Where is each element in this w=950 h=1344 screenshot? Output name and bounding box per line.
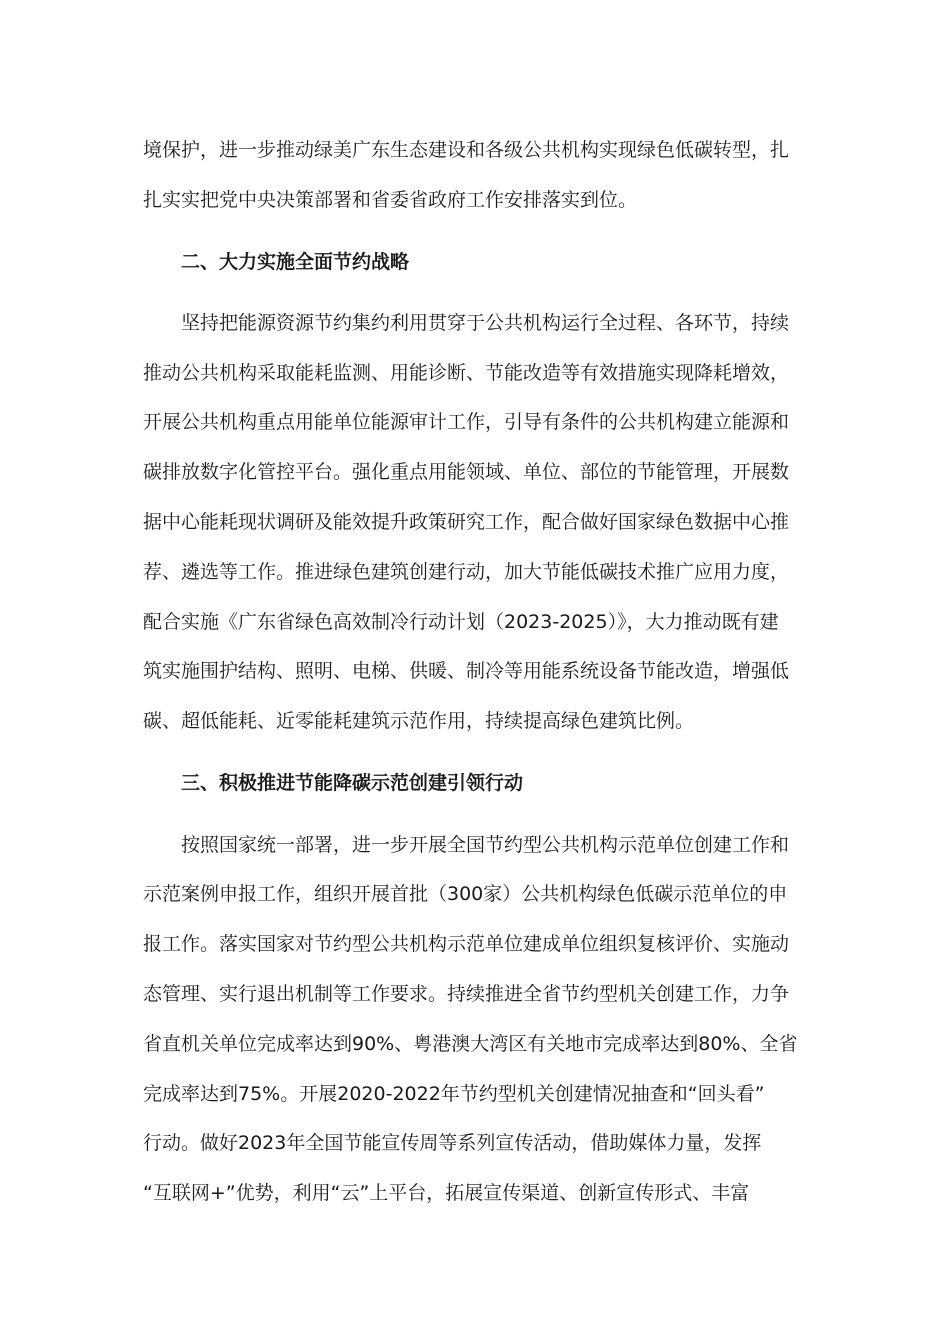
paragraph-1-line-2: 扎实实把党中央决策部署和省委省政府工作安排落实到位。 (143, 189, 638, 211)
section-3-line-4: 态管理、实行退出机制等工作要求。持续推进全省节约型机关创建工作，力争 (143, 983, 790, 1005)
section-3-line-2: 示范案例申报工作，组织开展首批（300家）公共机构绿色低碳示范单位的申 (143, 883, 788, 905)
section-2-line-4: 碳排放数字化管控平台。强化重点用能领域、单位、部位的节能管理，开展数 (143, 461, 790, 483)
section-3-line-7: 行动。做好2023年全国节能宣传周等系列宣传活动，借助媒体力量，发挥 (143, 1132, 762, 1154)
section-2-line-3: 开展公共机构重点用能单位能源审计工作，引导有条件的公共机构建立能源和 (143, 411, 790, 433)
section-2-line-8: 筑实施围护结构、照明、电梯、供暖、制冷等用能系统设备节能改造，增强低 (143, 660, 790, 682)
section-2-line-6: 荐、遴选等工作。推进绿色建筑创建行动，加大节能低碳技术推广应用力度， (143, 561, 790, 583)
section-2-line-5: 据中心能耗现状调研及能效提升政策研究工作，配合做好国家绿色数据中心推 (143, 511, 790, 533)
section-3-line-1: 按照国家统一部署，进一步开展全国节约型公共机构示范单位创建工作和 (181, 834, 790, 856)
section-2-line-9: 碳、超低能耗、近零能耗建筑示范作用，持续提高绿色建筑比例。 (143, 710, 695, 732)
section-2-line-7: 配合实施《广东省绿色高效制冷行动计划（2023-2025）》，大力推动既有建 (143, 611, 779, 633)
section-3-line-5: 省直机关单位完成率达到90%、粤港澳大湾区有关地市完成率达到80%、全省 (143, 1033, 798, 1055)
section-2-heading: 二、大力实施全面节约战略 (181, 251, 410, 273)
section-3-line-6: 完成率达到75%。开展2020-2022年节约型机关创建情况抽查和“回头看” (143, 1083, 765, 1105)
section-2-line-2: 推动公共机构采取能耗监测、用能诊断、节能改造等有效措施实现降耗增效， (143, 362, 790, 384)
section-3-line-8: “互联网+”优势，利用“云”上平台，拓展宣传渠道、创新宣传形式、丰富 (143, 1182, 750, 1204)
section-3-line-3: 报工作。落实国家对节约型公共机构示范单位建成单位组织复核评价、实施动 (143, 933, 790, 955)
paragraph-1-line-1: 境保护，进一步推动绿美广东生态建设和各级公共机构实现绿色低碳转型，扎 (143, 139, 790, 161)
section-2-line-1: 坚持把能源资源节约集约利用贯穿于公共机构运行全过程、各环节，持续 (181, 312, 790, 334)
section-3-heading: 三、积极推进节能降碳示范创建引领行动 (181, 772, 524, 794)
